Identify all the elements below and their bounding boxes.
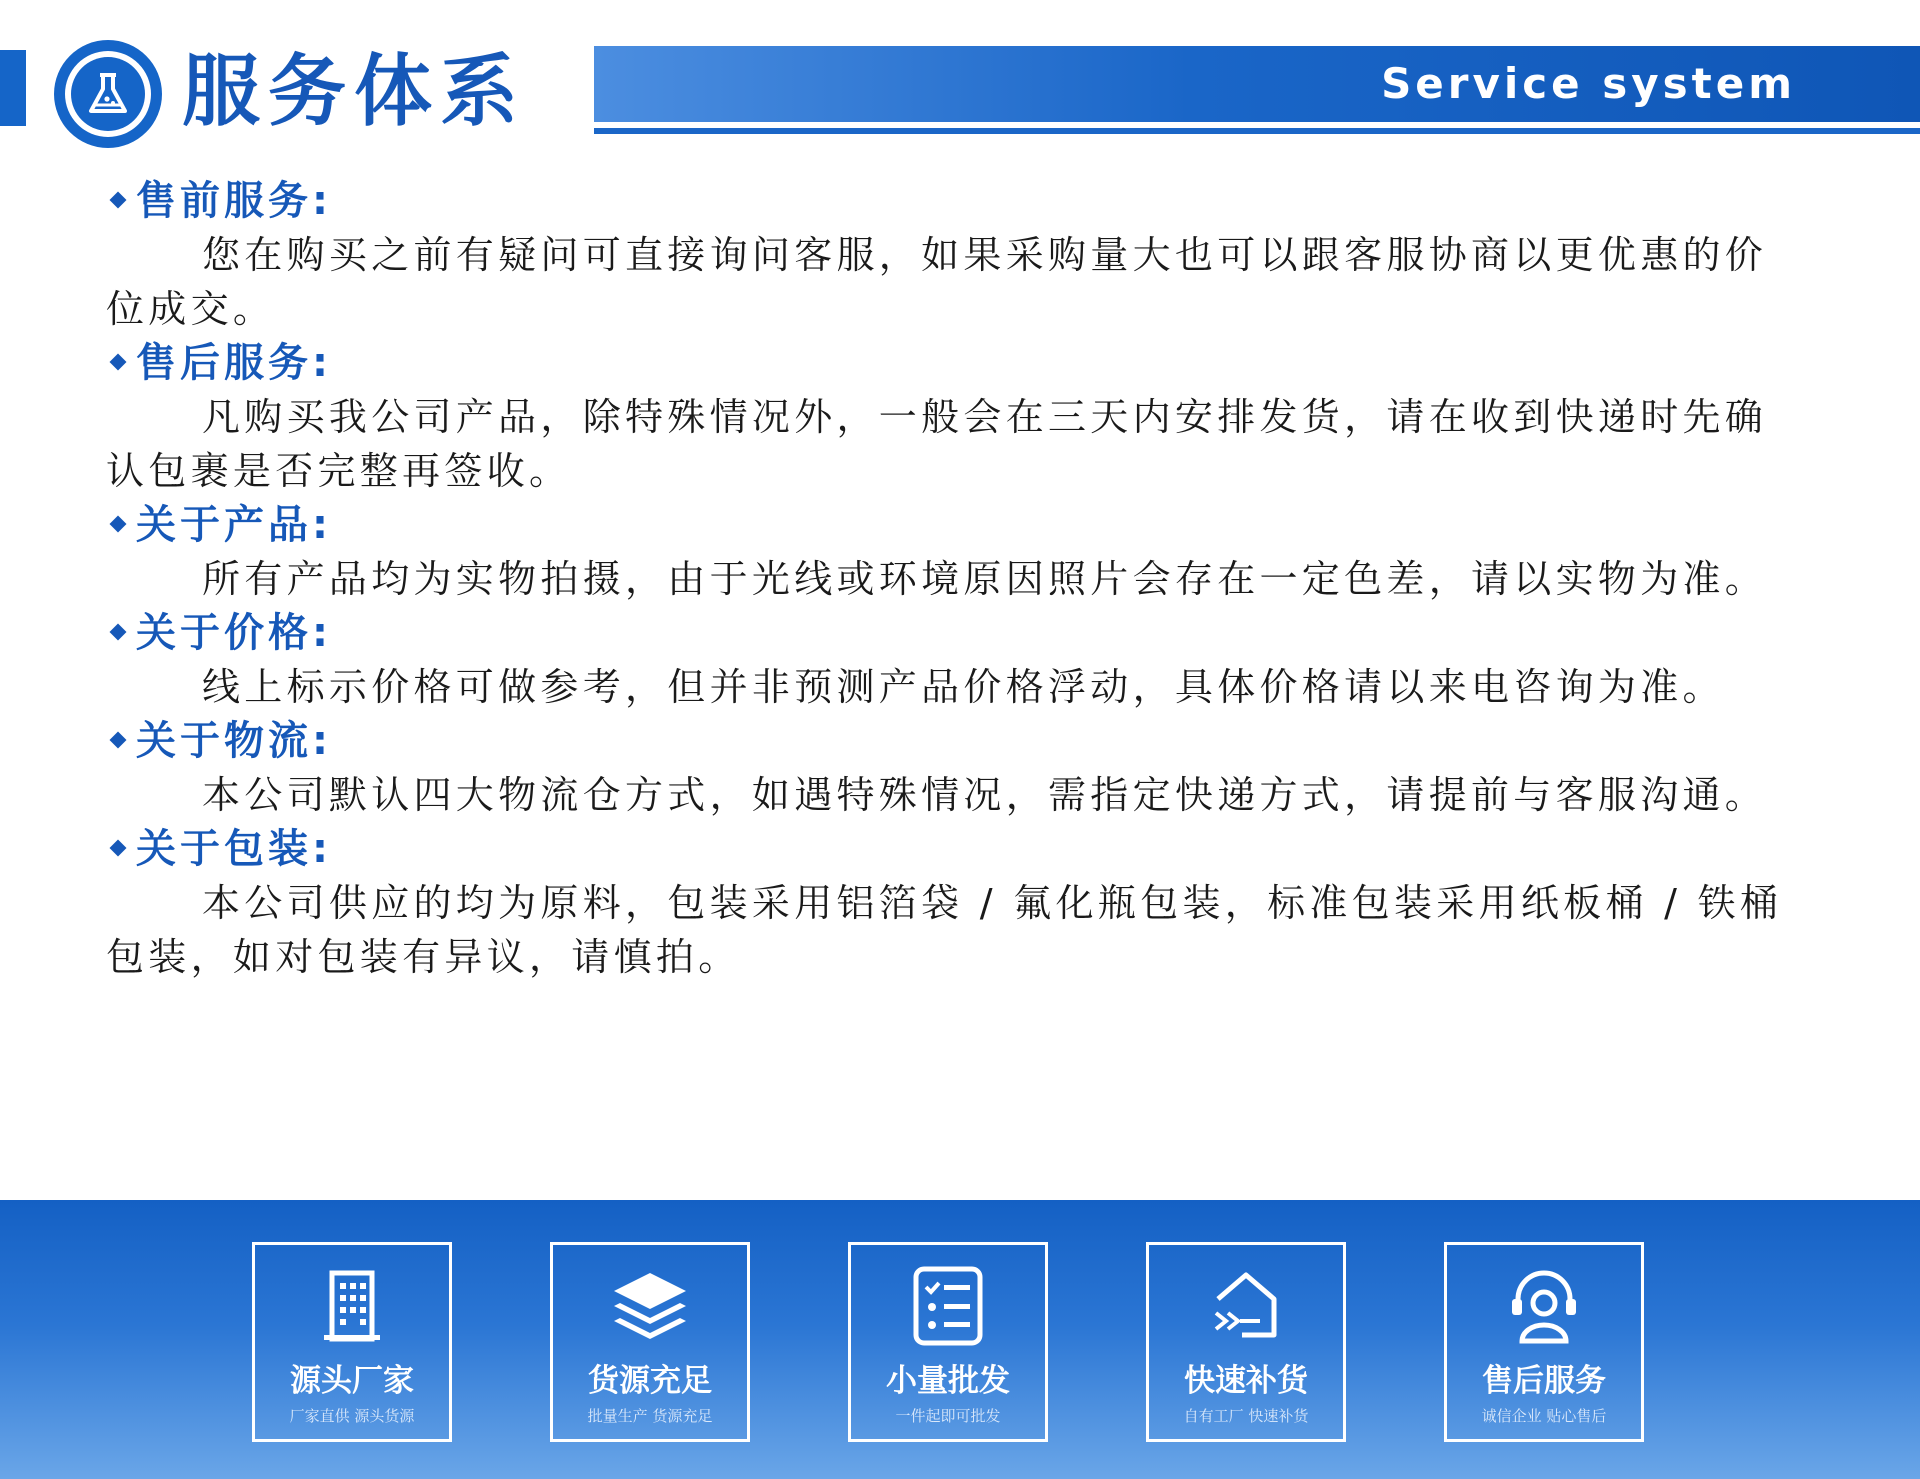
feature-sublabel: 诚信企业 贴心售后 (1481, 1407, 1607, 1425)
section-heading (106, 822, 1786, 876)
header-left-stripe (0, 50, 26, 126)
section-heading (106, 498, 1786, 552)
section-body: 凡购买我公司产品，除特殊情况外，一般会在三天内安排发货，请在收到快递时先确认包裹是否完整再签收。 (106, 395, 1768, 493)
feature-label: 货源充足 (588, 1363, 712, 1399)
feature-sublabel: 批量生产 货源充足 (587, 1407, 713, 1425)
section-pre-sales (106, 174, 1786, 336)
section-heading-text: 关于价格: (136, 610, 332, 656)
section-heading-text: 售前服务: (136, 178, 332, 224)
diamond-bullet-icon (110, 192, 127, 209)
building-icon (308, 1261, 396, 1349)
section-heading-text: 关于包装: (136, 826, 332, 872)
feature-label: 小量批发 (886, 1363, 1010, 1399)
section-body: 本公司供应的均为原料，包装采用铝箔袋 / 氟化瓶包装，标准包装采用纸板桶 / 铁桶包装，如对包装有异议，请慎拍。 (106, 881, 1783, 979)
section-heading-text: 关于物流: (136, 718, 332, 764)
section-product (106, 498, 1786, 606)
section-heading-text: 售后服务: (136, 340, 332, 386)
section-body: 线上标示价格可做参考，但并非预测产品价格浮动，具体价格请以来电咨询为准。 (202, 665, 1725, 709)
service-sections (106, 174, 1786, 984)
feature-sublabel: 自有工厂 快速补货 (1183, 1407, 1309, 1425)
header-banner-underline (594, 128, 1920, 134)
header-subtitle: Service system (1381, 59, 1796, 108)
section-heading-text: 关于产品: (136, 502, 332, 548)
layers-icon (606, 1261, 694, 1349)
diamond-bullet-icon (110, 732, 127, 749)
feature-card-source-factory (252, 1242, 452, 1442)
section-heading (106, 714, 1786, 768)
diamond-bullet-icon (110, 516, 127, 533)
section-body: 本公司默认四大物流仓方式，如遇特殊情况，需指定快递方式，请提前与客服沟通。 (202, 773, 1768, 817)
feature-card-ample-supply (550, 1242, 750, 1442)
feature-card-after-sales (1444, 1242, 1644, 1442)
feature-sublabel: 厂家直供 源头货源 (289, 1407, 415, 1425)
feature-card-small-wholesale (848, 1242, 1048, 1442)
feature-footer (0, 1200, 1920, 1479)
feature-label: 售后服务 (1482, 1363, 1606, 1399)
feature-label: 源头厂家 (290, 1363, 414, 1399)
flask-logo-icon (54, 40, 162, 148)
section-after-sales (106, 336, 1786, 498)
checklist-icon (904, 1261, 992, 1349)
page-title: 服务体系 (182, 47, 527, 137)
feature-label: 快速补货 (1184, 1363, 1308, 1399)
diamond-bullet-icon (110, 624, 127, 641)
fast-delivery-icon (1202, 1261, 1290, 1349)
diamond-bullet-icon (110, 354, 127, 371)
section-heading (106, 606, 1786, 660)
section-heading (106, 336, 1786, 390)
customer-service-icon (1500, 1261, 1588, 1349)
section-packaging (106, 822, 1786, 984)
diamond-bullet-icon (110, 840, 127, 857)
section-heading (106, 174, 1786, 228)
section-price (106, 606, 1786, 714)
section-body: 所有产品均为实物拍摄，由于光线或环境原因照片会存在一定色差，请以实物为准。 (202, 557, 1768, 601)
section-logistics (106, 714, 1786, 822)
feature-card-fast-restock (1146, 1242, 1346, 1442)
feature-sublabel: 一件起即可批发 (895, 1407, 1001, 1425)
section-body: 您在购买之前有疑问可直接询问客服，如果采购量大也可以跟客服协商以更优惠的价位成交。 (106, 233, 1768, 331)
